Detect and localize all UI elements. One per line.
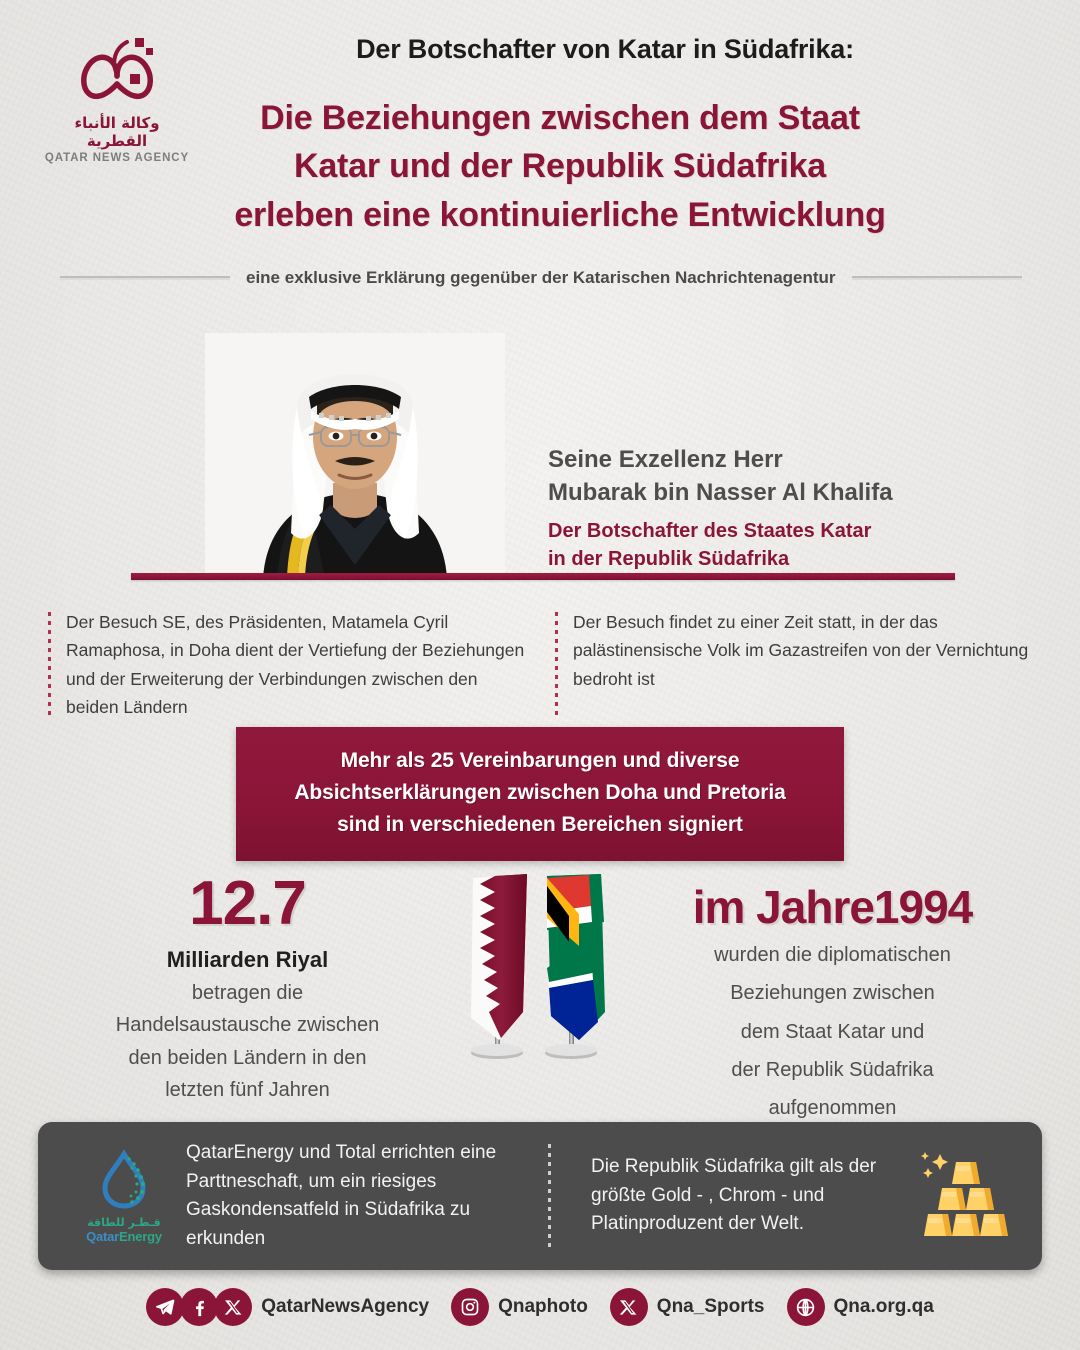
- person-name-line-2: Mubarak bin Nasser Al Khalifa: [548, 479, 893, 507]
- stat-body-line-1: betragen die: [191, 981, 304, 1004]
- headline-line-2: Katar und der Republik Südafrika: [293, 147, 827, 186]
- social-label-qnasports: Qna_Sports: [656, 1296, 765, 1317]
- stat-trade-volume: [40, 869, 455, 1104]
- social-label-qnaphoto: Qnaphoto: [498, 1296, 588, 1317]
- subtitle-text: eine exklusive Erklärung gegenüber der Katarischen Nachrichtenagentur: [246, 268, 836, 287]
- stats-row: [40, 869, 1040, 1123]
- stat-diplomatic-year: [625, 872, 1040, 1123]
- fact-minerals: [551, 1148, 1042, 1245]
- subtitle-bar: [60, 268, 1020, 288]
- facts-panel: [38, 1122, 1042, 1270]
- stat-value-year: im Jahre1994: [692, 881, 973, 933]
- qatarenergy-word-2: Energy: [119, 1228, 162, 1244]
- gold-bars-icon: [912, 1148, 1022, 1245]
- social-group-qatarnewsagency[interactable]: [146, 1288, 429, 1326]
- year-body-line-2: Beziehungen zwischen: [730, 982, 935, 1005]
- person-role-line-1: Der Botschafter des Staates Katar: [548, 520, 872, 543]
- headline-line-3: erleben eine kontinuierliche Entwicklung: [234, 195, 886, 234]
- year-body-line-5: aufgenommen: [768, 1097, 897, 1120]
- year-body-line-3: dem Staat Katar und: [740, 1020, 925, 1043]
- person-role-line-2: in der Republik Südafrika: [548, 547, 790, 570]
- stat-body-line-4: letzten fünf Jahren: [165, 1079, 330, 1102]
- logo-name-arabic: وكالة الأنباء القطرية: [74, 114, 160, 150]
- x-twitter-icon[interactable]: [214, 1288, 252, 1326]
- dotted-rule-icon: [555, 612, 558, 715]
- qatarenergy-arabic: قـطـر للطاقة: [87, 1215, 161, 1229]
- logo-name-english: QATAR NEWS AGENCY: [44, 152, 190, 164]
- kicker-text: Der Botschafter von Katar in Südafrika:: [356, 34, 854, 64]
- social-group-website[interactable]: [787, 1288, 934, 1326]
- dotted-rule-icon: [48, 612, 51, 715]
- social-group-qnaphoto[interactable]: [451, 1288, 588, 1326]
- social-label-qatarnewsagency: QatarNewsAgency: [261, 1296, 430, 1317]
- headline: [120, 94, 1000, 239]
- social-label-website: Qna.org.qa: [833, 1296, 934, 1317]
- x-twitter-icon[interactable]: [610, 1288, 648, 1326]
- qatarenergy-logo-icon: [93, 1198, 155, 1215]
- year-body-line-4: der Republik Südafrika: [731, 1059, 934, 1082]
- fact-qatarenergy: [38, 1139, 548, 1253]
- flags-illustration: [455, 872, 625, 1077]
- banner-line-3: sind in verschiedenen Bereichen signiert: [337, 812, 743, 836]
- ambassador-photo: [205, 333, 505, 578]
- agreements-banner: [236, 727, 844, 861]
- qatarenergy-word-1: Qatar: [86, 1228, 120, 1244]
- divider-right: [852, 276, 1022, 280]
- stat-value-trade: 12.7: [189, 869, 306, 938]
- globe-icon[interactable]: [787, 1288, 825, 1326]
- fact-text-minerals: Die Republik Südafrika gilt als der größte Gold - , Chrom - und Platinproduzent der Welt.: [591, 1156, 877, 1235]
- facebook-icon[interactable]: [180, 1288, 218, 1326]
- note-item-2: [555, 608, 1032, 721]
- social-footer: [0, 1288, 1080, 1326]
- social-group-qnasports[interactable]: [610, 1288, 765, 1326]
- note-item-1: [48, 608, 525, 721]
- stat-body-line-2: Handelsaustausche zwischen: [115, 1014, 380, 1037]
- note-text-2: Der Besuch findet zu einer Zeit statt, in der das palästinensische Volk im Gazastreifen von der Vernichtung bedroht ist: [573, 612, 1029, 689]
- banner-line-2: Absichtserklärungen zwischen Doha und Pretoria: [294, 780, 786, 804]
- instagram-icon[interactable]: [451, 1288, 489, 1326]
- banner-line-1: Mehr als 25 Vereinbarungen und diverse: [340, 749, 740, 772]
- south-africa-flag-icon: [547, 874, 605, 1040]
- maroon-divider: [131, 573, 955, 580]
- year-body-line-1: wurden die diplomatischen: [714, 943, 951, 966]
- person-details: [548, 443, 978, 573]
- stat-body-line-3: den beiden Ländern in den: [128, 1046, 367, 1069]
- divider-left: [60, 276, 230, 280]
- notes-row: [48, 608, 1032, 721]
- stat-unit-trade: Milliarden Riyal: [166, 947, 329, 973]
- qatarenergy-wordmark: [76, 1229, 172, 1244]
- person-name-line-1: Seine Exzellenz Herr: [548, 446, 783, 473]
- headline-line-1: Die Beziehungen zwischen dem Staat: [260, 99, 860, 137]
- note-text-1: Der Besuch SE, des Präsidenten, Matamela Cyril Ramaphosa, in Doha dient der Vertiefung der Beziehungen und der Erweiterung der Verbindungen zwischen den beiden Ländern: [66, 612, 525, 718]
- qatar-flag-icon: [471, 874, 527, 1040]
- telegram-icon[interactable]: [146, 1288, 184, 1326]
- fact-text-qatarenergy: QatarEnergy und Total errichten eine Parttneschaft, um ein riesiges Gaskondensatfeld in Südafrika zu erkunden: [186, 1142, 497, 1249]
- qatarenergy-logo: [76, 1149, 172, 1244]
